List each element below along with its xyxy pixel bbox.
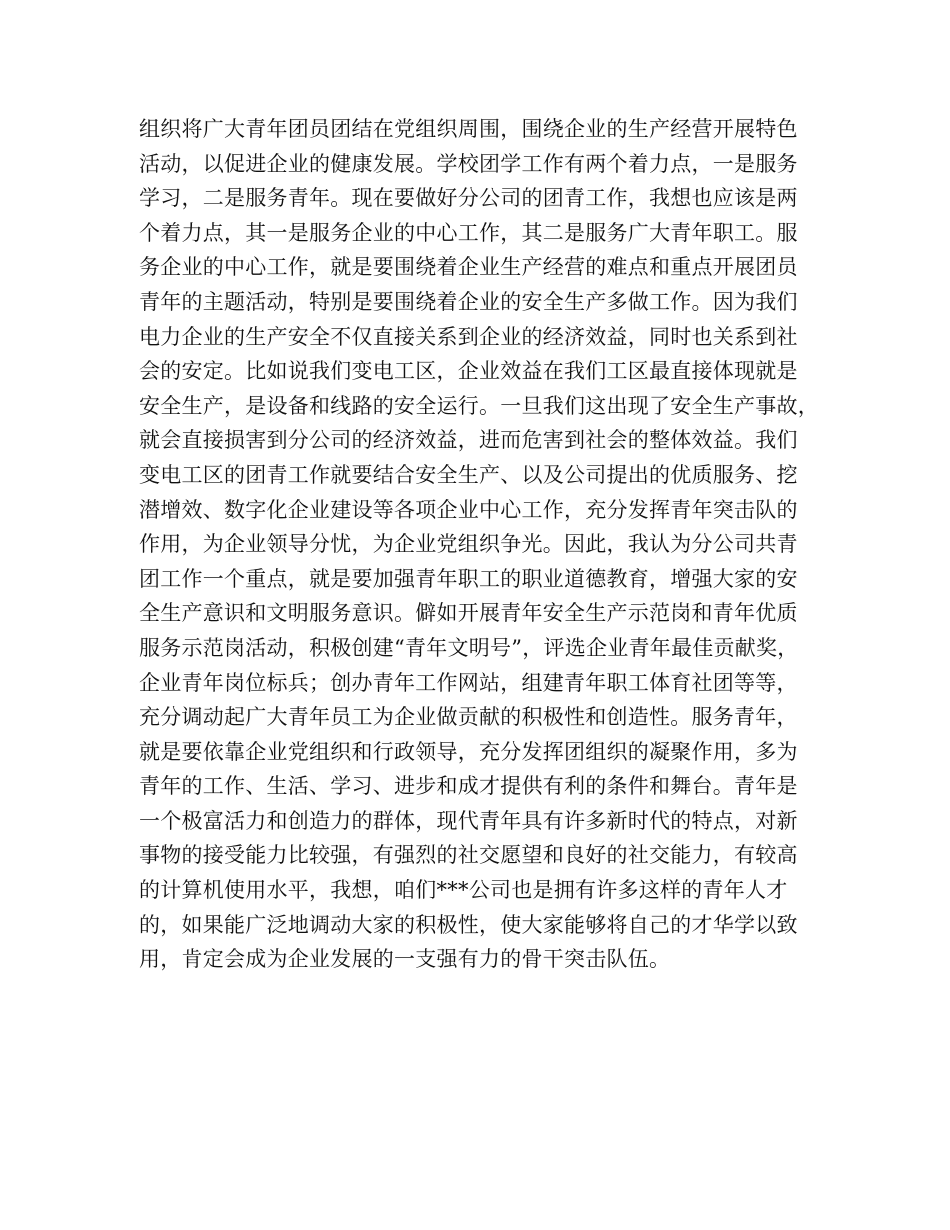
body-paragraph [139,112,839,977]
paragraph-line: 变电工区的团青工作就要结合安全生产、以及公司提出的优质服务、挖 [139,462,798,487]
paragraph-line: 的，如果能广泛地调动大家的积极性，使大家能够将自己的才华学以致 [139,912,798,937]
paragraph-line: 全生产意识和文明服务意识。僻如开展青年安全生产示范岗和青年优质 [139,601,798,626]
paragraph-line: 企业青年岗位标兵；创办青年工作网站，组建青年职工体育社团等等， [139,670,798,695]
paragraph-line: 安全生产，是设备和线路的安全运行。一旦我们这出现了安全生产事故， [139,393,819,418]
paragraph-line: 用，肯定会成为企业发展的一支强有力的骨干突击队伍。 [139,947,671,972]
paragraph-line: 就会直接损害到分公司的经济效益，进而危害到社会的整体效益。我们 [139,428,798,453]
paragraph-line: 潜增效、数字化企业建设等各项企业中心工作，充分发挥青年突击队的 [139,497,798,522]
paragraph-line: 团工作一个重点，就是要加强青年职工的职业道德教育，增强大家的安 [139,566,798,591]
paragraph-line: 事物的接受能力比较强，有强烈的社交愿望和良好的社交能力，有较高 [139,843,798,868]
paragraph-line: 个着力点，其一是服务企业的中心工作，其二是服务广大青年职工。服 [139,220,798,245]
paragraph-line: 的计算机使用水平，我想，咱们***公司也是拥有许多这样的青年人才 [139,878,788,903]
paragraph-line: 务企业的中心工作，就是要围绕着企业生产经营的难点和重点开展团员 [139,255,798,280]
paragraph-line: 电力企业的生产安全不仅直接关系到企业的经济效益，同时也关系到社 [139,324,798,349]
paragraph-line: 充分调动起广大青年员工为企业做贡献的积极性和创造性。服务青年， [139,705,798,730]
paragraph-line: 学习，二是服务青年。现在要做好分公司的团青工作，我想也应该是两 [139,186,798,211]
paragraph-line: 会的安定。比如说我们变电工区，企业效益在我们工区最直接体现就是 [139,359,798,384]
paragraph-line: 青年的主题活动，特别是要围绕着企业的安全生产多做工作。因为我们 [139,289,798,314]
paragraph-line: 服务示范岗活动，积极创建“青年文明号”，评选企业青年最佳贡献奖， [139,635,799,660]
paragraph-line: 青年的工作、生活、学习、进步和成才提供有利的条件和舞台。青年是 [139,774,798,799]
paragraph-line: 组织将广大青年团员团结在党组织周围，围绕企业的生产经营开展特色 [139,117,798,141]
paragraph-line: 一个极富活力和创造力的群体，现代青年具有许多新时代的特点，对新 [139,808,798,833]
paragraph-line: 就是要依靠企业党组织和行政领导，充分发挥团组织的凝聚作用，多为 [139,739,798,764]
paragraph-line: 活动，以促进企业的健康发展。学校团学工作有两个着力点，一是服务 [139,151,798,176]
paragraph-line: 作用，为企业领导分忧，为企业党组织争光。因此，我认为分公司共青 [139,532,798,557]
